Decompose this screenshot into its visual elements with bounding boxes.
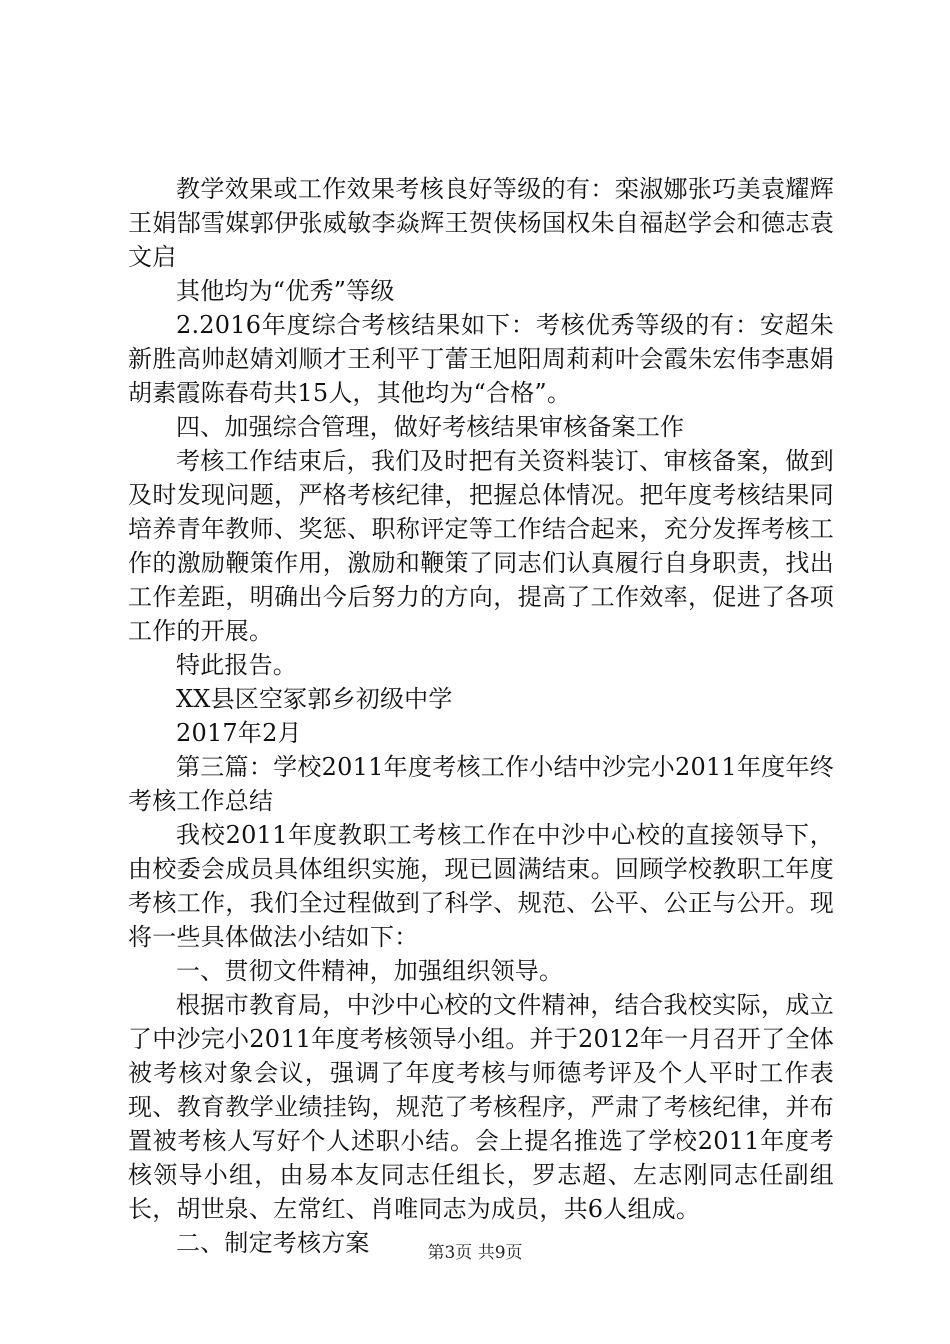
section-heading-2: 二、制定考核方案 (176, 1229, 370, 1257)
paragraph-report-closing: 特此报告。 (176, 651, 297, 679)
paragraph-date: 2017年2月 (176, 719, 302, 747)
paragraph-school-name: XX县区空冢郭乡初级中学 (176, 685, 453, 713)
document-body (128, 172, 834, 1260)
paragraph-others-excellent: 其他均为“优秀”等级 (176, 277, 395, 305)
paragraph-archive-work: 考核工作结束后，我们及时把有关资料装订、审核备案，做到及时发现问题，严格考核纪律，把握总体情况。把年度考核结果同培养青年教师、奖惩、职称评定等工作结合起来，充分发挥考核工作的激励鞭策作用，激励和鞭策了同志们认真履行自身职责，找出工作差距，明确出今后努力的方向，提高了工作效率，促进了各项工作的开展。 (128, 447, 834, 645)
chapter-title-3: 第三篇：学校2011年度考核工作小结中沙完小2011年度年终考核工作总结 (128, 753, 834, 815)
paragraph-2016-results: 2.2016年度综合考核结果如下：考核优秀等级的有：安超朱新胜高帅赵婧刘顺才王利平丁蕾王旭阳周莉莉叶会霞朱宏伟李惠娟胡素霞陈春苟共15人，其他均为“合格”。 (128, 311, 834, 407)
page-footer: 第3页 共9页 (427, 1243, 523, 1263)
paragraph-leadership-group: 根据市教育局，中沙中心校的文件精神，结合我校实际，成立了中沙完小2011年度考核领导小组。并于2012年一月召开了全体被考核对象会议，强调了年度考核与师德考评及个人平时工作表现、教育教学业绩挂钩，规范了考核程序，严肃了考核纪律，并布置被考核人写好个人述职小结。会上提名推选了学校2011年度考核领导小组，由易本友同志任组长，罗志超、左志刚同志任副组长，胡世泉、左常红、肖唯同志为成员，共6人组成。 (128, 991, 834, 1223)
section-heading-4: 四、加强综合管理，做好考核结果审核备案工作 (176, 413, 685, 441)
section-heading-1: 一、贯彻文件精神，加强组织领导。 (176, 957, 564, 985)
paragraph-good-grade-list: 教学效果或工作效果考核良好等级的有：栾淑娜张巧美袁耀辉王娟郜雪媒郭伊张威敏李焱辉王贺侠杨国权朱自福赵学会和德志袁文启 (128, 175, 834, 271)
paragraph-intro-2011: 我校2011年度教职工考核工作在中沙中心校的直接领导下，由校委会成员具体组织实施，现已圆满结束。回顾学校教职工年度考核工作，我们全过程做到了科学、规范、公平、公正与公开。现将一些具体做法小结如下： (128, 821, 834, 951)
